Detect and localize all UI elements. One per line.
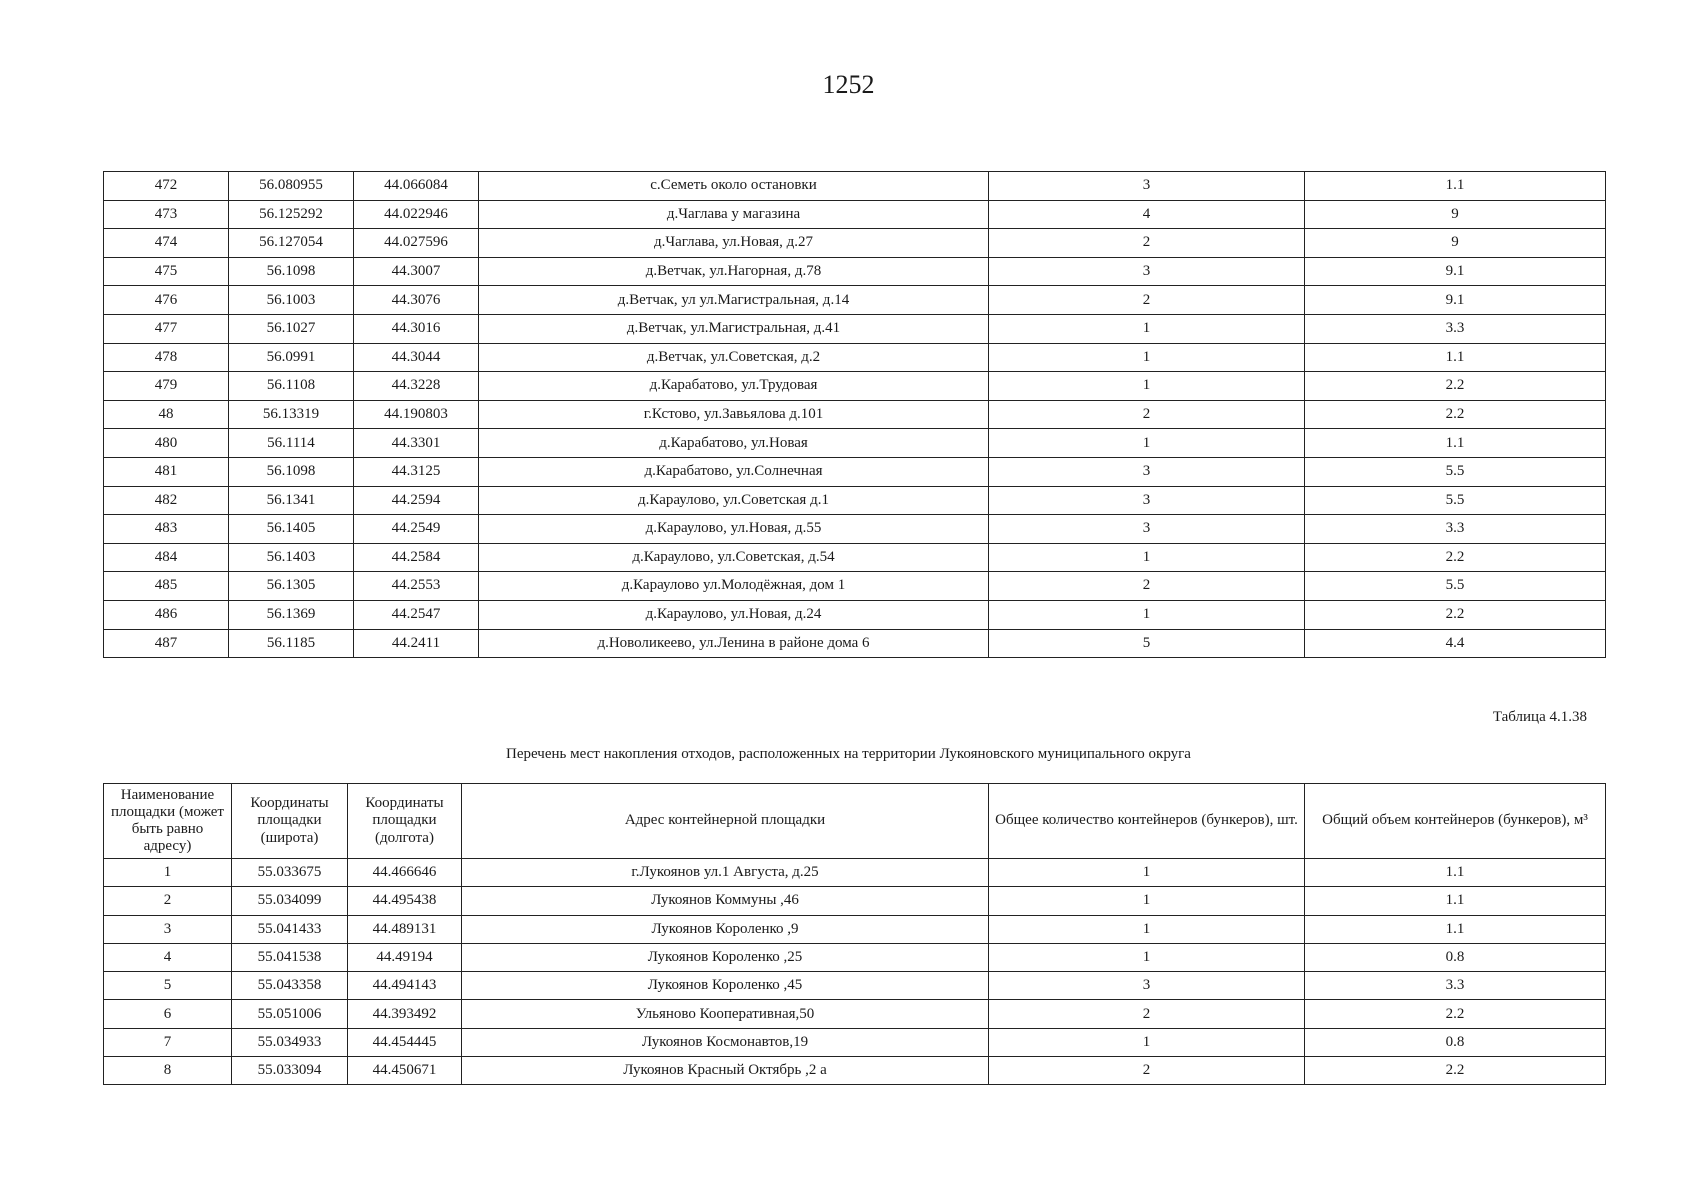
cell-site-id: 472	[104, 172, 229, 201]
cell-longitude: 44.2547	[354, 600, 479, 629]
header-container-count: Общее количество контейнеров (бункеров), шт.	[989, 784, 1305, 859]
cell-container-count: 2	[989, 286, 1305, 315]
cell-latitude: 56.125292	[229, 200, 354, 229]
cell-address: д.Ветчак, ул.Советская, д.2	[479, 343, 989, 372]
cell-address: д.Карабатово, ул.Солнечная	[479, 457, 989, 486]
cell-address: с.Семеть около остановки	[479, 172, 989, 201]
table-row	[104, 400, 1606, 429]
cell-latitude: 56.0991	[229, 343, 354, 372]
cell-address: д.Ветчак, ул ул.Магистральная, д.14	[479, 286, 989, 315]
lukoyanov-waste-sites-table	[103, 783, 1606, 1085]
cell-site-id: 476	[104, 286, 229, 315]
cell-address: д.Ветчак, ул.Магистральная, д.41	[479, 314, 989, 343]
cell-address: д.Ветчак, ул.Нагорная, д.78	[479, 257, 989, 286]
cell-site-id: 483	[104, 515, 229, 544]
table-row	[104, 200, 1606, 229]
cell-longitude: 44.027596	[354, 229, 479, 258]
cell-longitude: 44.2594	[354, 486, 479, 515]
cell-address: д.Чаглава у магазина	[479, 200, 989, 229]
header-longitude: Координаты площадки (долгота)	[348, 784, 462, 859]
cell-container-volume: 1.1	[1305, 172, 1606, 201]
cell-container-volume: 4.4	[1305, 629, 1606, 658]
cell-container-volume: 9.1	[1305, 257, 1606, 286]
cell-site-id: 3	[104, 915, 232, 943]
cell-container-count: 3	[989, 457, 1305, 486]
cell-longitude: 44.3125	[354, 457, 479, 486]
cell-latitude: 55.043358	[232, 972, 348, 1000]
header-latitude: Координаты площадки (широта)	[232, 784, 348, 859]
cell-address: д.Караулово ул.Молодёжная, дом 1	[479, 572, 989, 601]
cell-container-volume: 5.5	[1305, 572, 1606, 601]
table-row	[104, 457, 1606, 486]
cell-container-count: 4	[989, 200, 1305, 229]
cell-site-id: 5	[104, 972, 232, 1000]
cell-container-volume: 1.1	[1305, 887, 1606, 915]
table-row	[104, 915, 1606, 943]
cell-container-volume: 1.1	[1305, 429, 1606, 458]
cell-latitude: 56.1003	[229, 286, 354, 315]
cell-container-volume: 0.8	[1305, 943, 1606, 971]
cell-longitude: 44.2553	[354, 572, 479, 601]
cell-longitude: 44.3016	[354, 314, 479, 343]
cell-latitude: 55.033675	[232, 859, 348, 887]
cell-longitude: 44.495438	[348, 887, 462, 915]
cell-longitude: 44.450671	[348, 1057, 462, 1085]
table-row	[104, 629, 1606, 658]
cell-latitude: 55.041433	[232, 915, 348, 943]
cell-address: Лукоянов Космонавтов,19	[462, 1028, 989, 1056]
cell-container-volume: 1.1	[1305, 343, 1606, 372]
cell-address: Лукоянов Коммуны ,46	[462, 887, 989, 915]
table-caption: Перечень мест накопления отходов, расположенных на территории Лукояновского муниципального округа	[506, 746, 1191, 762]
cell-latitude: 55.034099	[232, 887, 348, 915]
cell-container-volume: 2.2	[1305, 372, 1606, 401]
table-row	[104, 286, 1606, 315]
cell-latitude: 56.1405	[229, 515, 354, 544]
table-row	[104, 887, 1606, 915]
cell-site-id: 484	[104, 543, 229, 572]
cell-container-count: 1	[989, 372, 1305, 401]
cell-site-id: 4	[104, 943, 232, 971]
table-row	[104, 257, 1606, 286]
cell-longitude: 44.2549	[354, 515, 479, 544]
cell-latitude: 56.1185	[229, 629, 354, 658]
header-address: Адрес контейнерной площадки	[462, 784, 989, 859]
cell-container-count: 3	[989, 172, 1305, 201]
cell-address: Лукоянов Красный Октябрь ,2 а	[462, 1057, 989, 1085]
cell-container-volume: 5.5	[1305, 486, 1606, 515]
cell-longitude: 44.3228	[354, 372, 479, 401]
cell-longitude: 44.3301	[354, 429, 479, 458]
cell-container-count: 5	[989, 629, 1305, 658]
cell-container-count: 1	[989, 600, 1305, 629]
cell-longitude: 44.49194	[348, 943, 462, 971]
cell-container-count: 3	[989, 515, 1305, 544]
cell-address: Лукоянов Короленко ,45	[462, 972, 989, 1000]
cell-latitude: 56.1403	[229, 543, 354, 572]
table-row	[104, 486, 1606, 515]
cell-address: Ульяново Кооперативная,50	[462, 1000, 989, 1028]
table-row	[104, 343, 1606, 372]
cell-address: д.Караулово, ул.Новая, д.24	[479, 600, 989, 629]
cell-container-volume: 1.1	[1305, 915, 1606, 943]
cell-container-volume: 3.3	[1305, 515, 1606, 544]
cell-latitude: 56.1027	[229, 314, 354, 343]
table-number-label: Таблица 4.1.38	[1492, 709, 1587, 725]
cell-longitude: 44.2584	[354, 543, 479, 572]
cell-site-id: 8	[104, 1057, 232, 1085]
cell-container-volume: 1.1	[1305, 859, 1606, 887]
waste-sites-table-continued	[103, 171, 1606, 658]
cell-container-volume: 2.2	[1305, 600, 1606, 629]
cell-site-id: 48	[104, 400, 229, 429]
table-row	[104, 1000, 1606, 1028]
cell-latitude: 56.127054	[229, 229, 354, 258]
cell-latitude: 55.033094	[232, 1057, 348, 1085]
cell-address: г.Кстово, ул.Завьялова д.101	[479, 400, 989, 429]
cell-container-count: 2	[989, 400, 1305, 429]
table-row	[104, 972, 1606, 1000]
cell-container-count: 2	[989, 1000, 1305, 1028]
cell-longitude: 44.3007	[354, 257, 479, 286]
cell-site-id: 481	[104, 457, 229, 486]
cell-container-volume: 2.2	[1305, 400, 1606, 429]
table-row	[104, 515, 1606, 544]
table-row	[104, 543, 1606, 572]
cell-container-volume: 2.2	[1305, 1000, 1606, 1028]
cell-longitude: 44.494143	[348, 972, 462, 1000]
cell-longitude: 44.393492	[348, 1000, 462, 1028]
cell-latitude: 56.1341	[229, 486, 354, 515]
cell-container-count: 2	[989, 1057, 1305, 1085]
cell-container-volume: 3.3	[1305, 314, 1606, 343]
cell-site-id: 478	[104, 343, 229, 372]
table-row	[104, 314, 1606, 343]
table-row	[104, 372, 1606, 401]
cell-container-count: 1	[989, 429, 1305, 458]
cell-container-count: 1	[989, 543, 1305, 572]
table-row	[104, 1057, 1606, 1085]
cell-longitude: 44.489131	[348, 915, 462, 943]
table-row	[104, 429, 1606, 458]
cell-address: д.Караулово, ул.Новая, д.55	[479, 515, 989, 544]
cell-latitude: 55.034933	[232, 1028, 348, 1056]
cell-container-count: 3	[989, 486, 1305, 515]
cell-longitude: 44.190803	[354, 400, 479, 429]
cell-address: г.Лукоянов ул.1 Августа, д.25	[462, 859, 989, 887]
cell-site-id: 486	[104, 600, 229, 629]
table-row	[104, 1028, 1606, 1056]
cell-container-count: 1	[989, 859, 1305, 887]
table-row	[104, 600, 1606, 629]
cell-container-volume: 9	[1305, 200, 1606, 229]
table-row	[104, 172, 1606, 201]
cell-container-volume: 3.3	[1305, 972, 1606, 1000]
table-row	[104, 229, 1606, 258]
cell-site-id: 480	[104, 429, 229, 458]
cell-container-volume: 5.5	[1305, 457, 1606, 486]
table-row	[104, 943, 1606, 971]
cell-latitude: 56.1108	[229, 372, 354, 401]
cell-container-count: 1	[989, 887, 1305, 915]
cell-container-count: 3	[989, 257, 1305, 286]
cell-latitude: 55.041538	[232, 943, 348, 971]
cell-site-id: 479	[104, 372, 229, 401]
cell-address: д.Карабатово, ул.Новая	[479, 429, 989, 458]
cell-latitude: 56.1369	[229, 600, 354, 629]
cell-address: д.Чаглава, ул.Новая, д.27	[479, 229, 989, 258]
cell-latitude: 56.080955	[229, 172, 354, 201]
cell-longitude: 44.022946	[354, 200, 479, 229]
cell-site-id: 475	[104, 257, 229, 286]
cell-site-id: 487	[104, 629, 229, 658]
table-row	[104, 859, 1606, 887]
cell-container-volume: 9.1	[1305, 286, 1606, 315]
cell-site-id: 485	[104, 572, 229, 601]
cell-container-count: 3	[989, 972, 1305, 1000]
cell-address: д.Караулово, ул.Советская, д.54	[479, 543, 989, 572]
table-header-row	[104, 784, 1606, 859]
cell-site-id: 7	[104, 1028, 232, 1056]
cell-container-volume: 0.8	[1305, 1028, 1606, 1056]
cell-latitude: 56.1305	[229, 572, 354, 601]
page-number: 1252	[822, 70, 875, 99]
cell-container-count: 1	[989, 1028, 1305, 1056]
cell-container-count: 1	[989, 343, 1305, 372]
table-row	[104, 572, 1606, 601]
cell-site-id: 6	[104, 1000, 232, 1028]
cell-site-id: 2	[104, 887, 232, 915]
cell-address: д.Караулово, ул.Советская д.1	[479, 486, 989, 515]
cell-address: Лукоянов Короленко ,9	[462, 915, 989, 943]
cell-latitude: 56.13319	[229, 400, 354, 429]
cell-latitude: 56.1098	[229, 457, 354, 486]
cell-address: д.Новоликеево, ул.Ленина в районе дома 6	[479, 629, 989, 658]
cell-address: Лукоянов Короленко ,25	[462, 943, 989, 971]
cell-site-id: 473	[104, 200, 229, 229]
cell-container-count: 1	[989, 943, 1305, 971]
cell-longitude: 44.2411	[354, 629, 479, 658]
cell-latitude: 56.1098	[229, 257, 354, 286]
cell-site-id: 477	[104, 314, 229, 343]
cell-longitude: 44.3044	[354, 343, 479, 372]
cell-container-count: 1	[989, 314, 1305, 343]
cell-container-count: 2	[989, 229, 1305, 258]
cell-longitude: 44.454445	[348, 1028, 462, 1056]
cell-latitude: 55.051006	[232, 1000, 348, 1028]
header-site-name: Наименование площадки (может быть равно адресу)	[104, 784, 232, 859]
cell-container-volume: 9	[1305, 229, 1606, 258]
cell-container-count: 2	[989, 572, 1305, 601]
cell-site-id: 474	[104, 229, 229, 258]
cell-site-id: 1	[104, 859, 232, 887]
cell-address: д.Карабатово, ул.Трудовая	[479, 372, 989, 401]
cell-container-count: 1	[989, 915, 1305, 943]
cell-longitude: 44.066084	[354, 172, 479, 201]
cell-container-volume: 2.2	[1305, 1057, 1606, 1085]
cell-container-volume: 2.2	[1305, 543, 1606, 572]
cell-longitude: 44.466646	[348, 859, 462, 887]
header-container-volume: Общий объем контейнеров (бункеров), м³	[1305, 784, 1606, 859]
cell-latitude: 56.1114	[229, 429, 354, 458]
cell-site-id: 482	[104, 486, 229, 515]
cell-longitude: 44.3076	[354, 286, 479, 315]
